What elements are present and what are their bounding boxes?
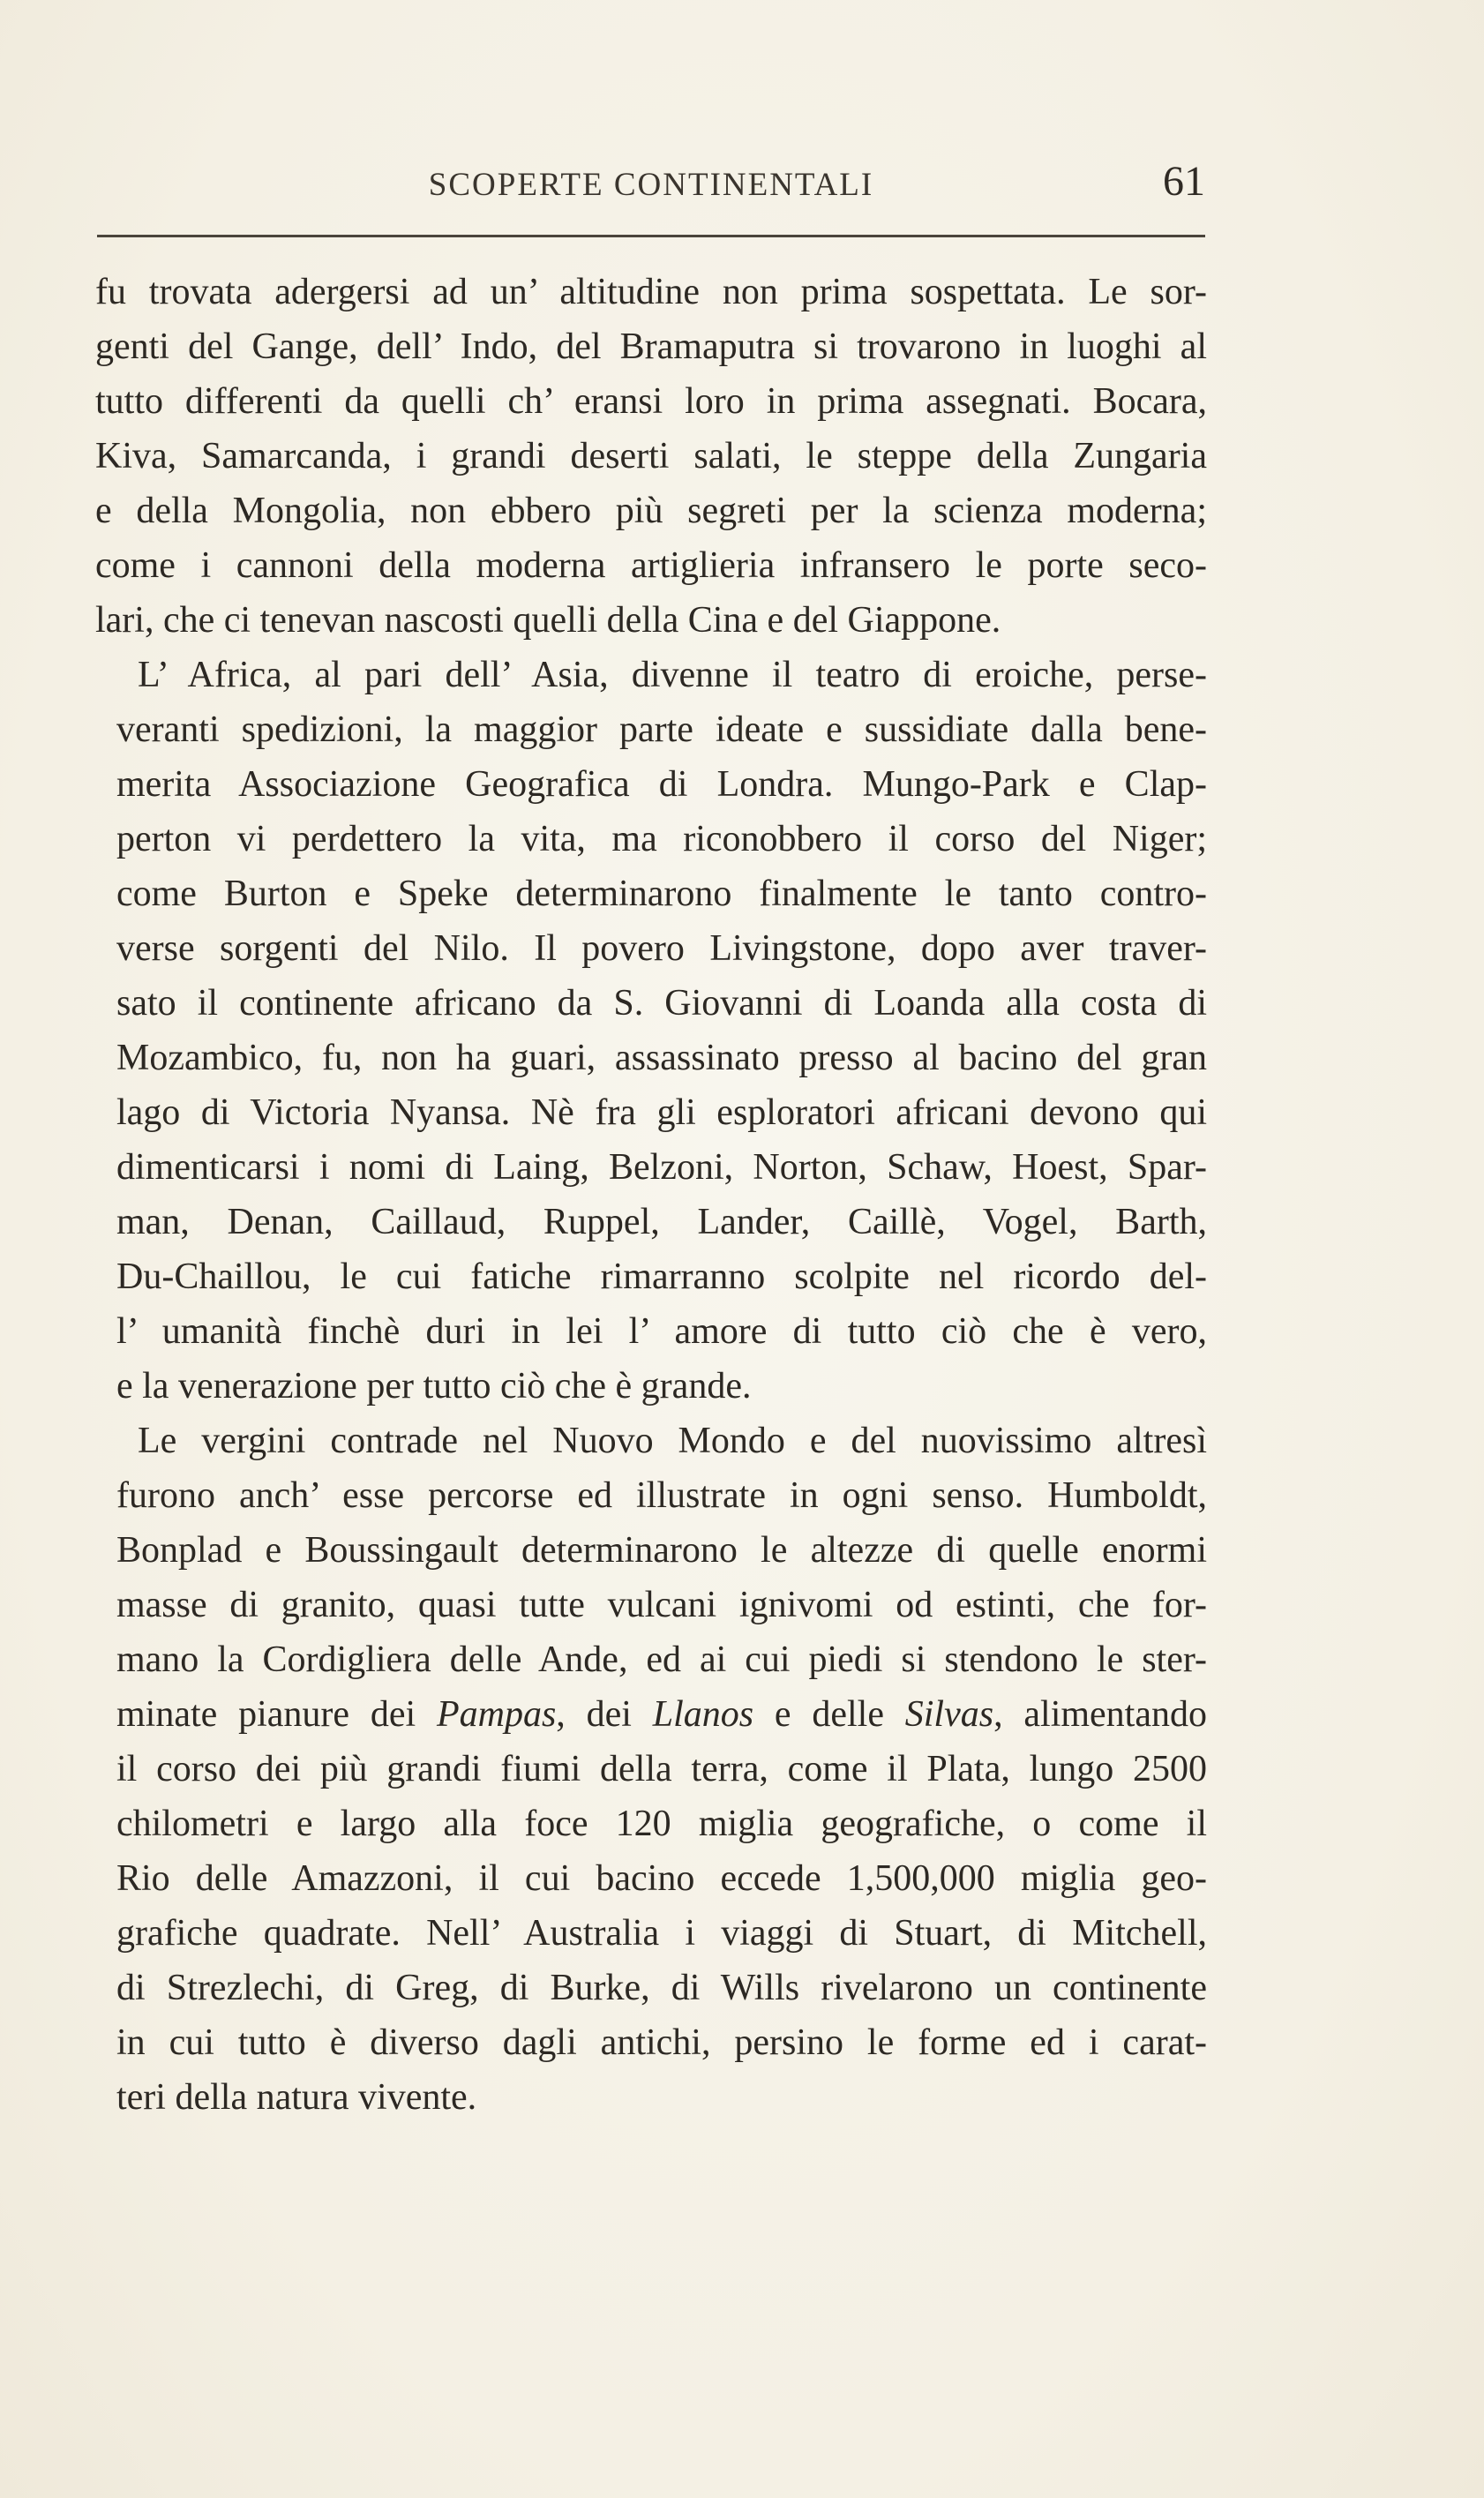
page-number: 61 [1163,158,1205,205]
text-line: il corso dei più grandi fiumi della terra, come il Plata, lungo 2500 [116,1749,1207,1789]
text-line: merita Associazione Geografica di Londra. Mungo-Park e Clap- [116,764,1207,805]
text-line: mano la Cordigliera delle Ande, ed ai cui piedi si stendono le ster- [116,1639,1207,1680]
text-line: come i cannoni della moderna artiglieria infransero le porte seco- [95,545,1207,586]
text-line: perton vi perdettero la vita, ma riconobbero il corso del Niger; [116,819,1207,859]
text-line: fu trovata adergersi ad un’ altitudine non prima sospettata. Le sor- [95,272,1207,312]
header-rule [97,235,1205,237]
text-line: Rio delle Amazzoni, il cui bacino eccede 1,500,000 miglia geo- [116,1858,1207,1899]
text-line: verse sorgenti del Nilo. Il povero Livingstone, dopo aver traver- [116,928,1207,969]
text-line: Mozambico, fu, non ha guari, assassinato presso al bacino del gran [116,1038,1207,1078]
text-line: minate pianure dei Pampas, dei Llanos e delle Silvas, alimentando [116,1694,1207,1735]
text-line: tutto differenti da quelli ch’ eransi loro in prima assegnati. Bocara, [95,381,1207,422]
text-line: lari, che ci tenevan nascosti quelli della Cina e del Giappone. [95,600,1001,641]
text-line: lago di Victoria Nyansa. Nè fra gli esploratori africani devono qui [116,1092,1207,1133]
text-line: grafiche quadrate. Nell’ Australia i viaggi di Stuart, di Mitchell, [116,1913,1207,1954]
text-line: di Strezlechi, di Greg, di Burke, di Wills rivelarono un continente [116,1968,1207,2008]
text-line: chilometri e largo alla foce 120 miglia geografiche, o come il [116,1804,1207,1844]
paragraph-1 [95,265,1207,648]
paragraph-3 [95,1414,1207,2125]
text-line: Kiva, Samarcanda, i grandi deserti salati, le steppe della Zungaria [95,436,1207,476]
text-line: sato il continente africano da S. Giovanni di Loanda alla costa di [116,983,1207,1024]
text-line: masse di granito, quasi tutte vulcani ignivomi od estinti, che for- [116,1585,1207,1625]
running-head [97,157,1205,210]
text-line: Du-Chaillou, le cui fatiche rimarranno scolpite nel ricordo del- [116,1257,1207,1297]
text-line: genti del Gange, dell’ Indo, del Bramaputra si trovarono in luoghi al [95,326,1207,367]
text-line: teri della natura vivente. [116,2077,477,2118]
body-text [95,265,1207,2125]
text-line: in cui tutto è diverso dagli antichi, persino le forme ed i carat- [116,2022,1207,2063]
text-line: e la venerazione per tutto ciò che è grande. [116,1366,752,1407]
text-line: Le vergini contrade nel Nuovo Mondo e del nuovissimo altresì [138,1421,1207,1461]
text-line: furono anch’ esse percorse ed illustrate in ogni senso. Humboldt, [116,1475,1207,1516]
paragraph-2 [95,648,1207,1414]
text-line: L’ Africa, al pari dell’ Asia, divenne il teatro di eroiche, perse- [138,655,1207,695]
text-line: come Burton e Speke determinarono finalmente le tanto contro- [116,874,1207,914]
text-line: e della Mongolia, non ebbero più segreti per la scienza moderna; [95,491,1207,531]
text-line: l’ umanità finchè duri in lei l’ amore di tutto ciò che è vero, [116,1311,1207,1352]
text-line: man, Denan, Caillaud, Ruppel, Lander, Caillè, Vogel, Barth, [116,1202,1207,1242]
text-line: Bonplad e Boussingault determinarono le altezze di quelle enormi [116,1530,1207,1571]
text-line: veranti spedizioni, la maggior parte ideate e sussidiate dalla bene- [116,709,1207,750]
running-title: SCOPERTE CONTINENTALI [428,167,874,203]
text-line: dimenticarsi i nomi di Laing, Belzoni, Norton, Schaw, Hoest, Spar- [116,1147,1207,1188]
